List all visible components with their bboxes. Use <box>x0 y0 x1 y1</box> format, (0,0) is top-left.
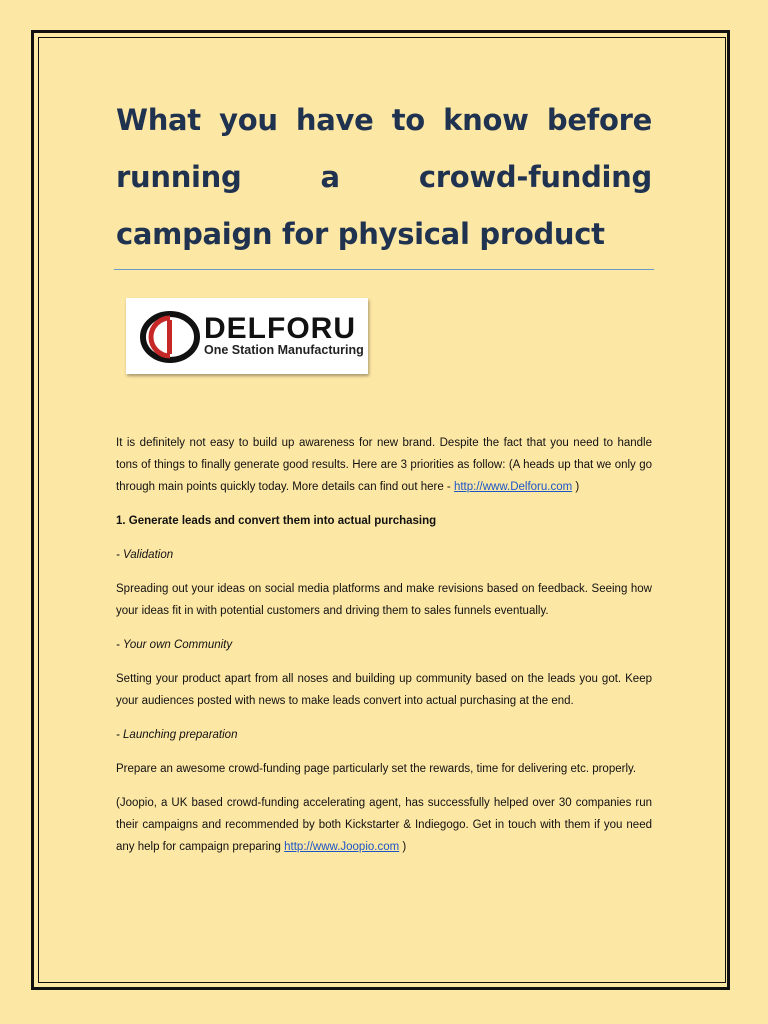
validation-label: - Validation <box>116 549 174 561</box>
title-divider <box>114 269 654 270</box>
joopio-text: (Joopio, a UK based crowd-funding accelerating agent, has successfully helped over 30 companies run their campaigns and recommended by both Kickstarter & Indiegogo. Get in touch with them if you need any help for campaign preparing <box>116 797 652 853</box>
intro-suffix: ) <box>572 481 580 493</box>
community-paragraph: Setting your product apart from all noses and building up community based on the leads you got. Keep your audiences posted with news to make leads convert into actual purchasing at the end. <box>116 673 652 707</box>
community-label: - Your own Community <box>116 639 233 651</box>
document-title: What you have to know before running a crowd-funding campaign for physical product <box>116 103 652 251</box>
logo-tagline: One Station Manufacturing <box>204 343 364 357</box>
launching-label: - Launching preparation <box>116 729 238 741</box>
logo-name: DELFORU <box>204 312 356 345</box>
validation-paragraph: Spreading out your ideas on social media platforms and make revisions based on feedback. Seeing how your ideas fit in with potential customers and driving them to sales funnels eventually. <box>116 583 652 617</box>
intro-paragraph <box>116 432 652 498</box>
joopio-paragraph <box>116 792 652 858</box>
document-content <box>116 92 652 870</box>
section-heading: 1. Generate leads and convert them into actual purchasing <box>116 515 437 527</box>
joopio-link[interactable]: http://www.Joopio.com <box>284 841 400 853</box>
intro-text: It is definitely not easy to build up awareness for new brand. Despite the fact that you need to handle tons of things to finally generate good results. Here are 3 priorities as follow: (A heads up that we only go through main points quickly today. More details can find out here - <box>116 437 652 493</box>
launching-paragraph: Prepare an awesome crowd-funding page particularly set the rewards, time for delivering etc. properly. <box>116 763 637 775</box>
article-body <box>116 432 652 858</box>
delforu-link[interactable]: http://www.Delforu.com <box>453 481 573 493</box>
delforu-logo <box>126 298 368 374</box>
joopio-suffix: ) <box>399 841 407 853</box>
delforu-logo-icon <box>140 310 202 364</box>
